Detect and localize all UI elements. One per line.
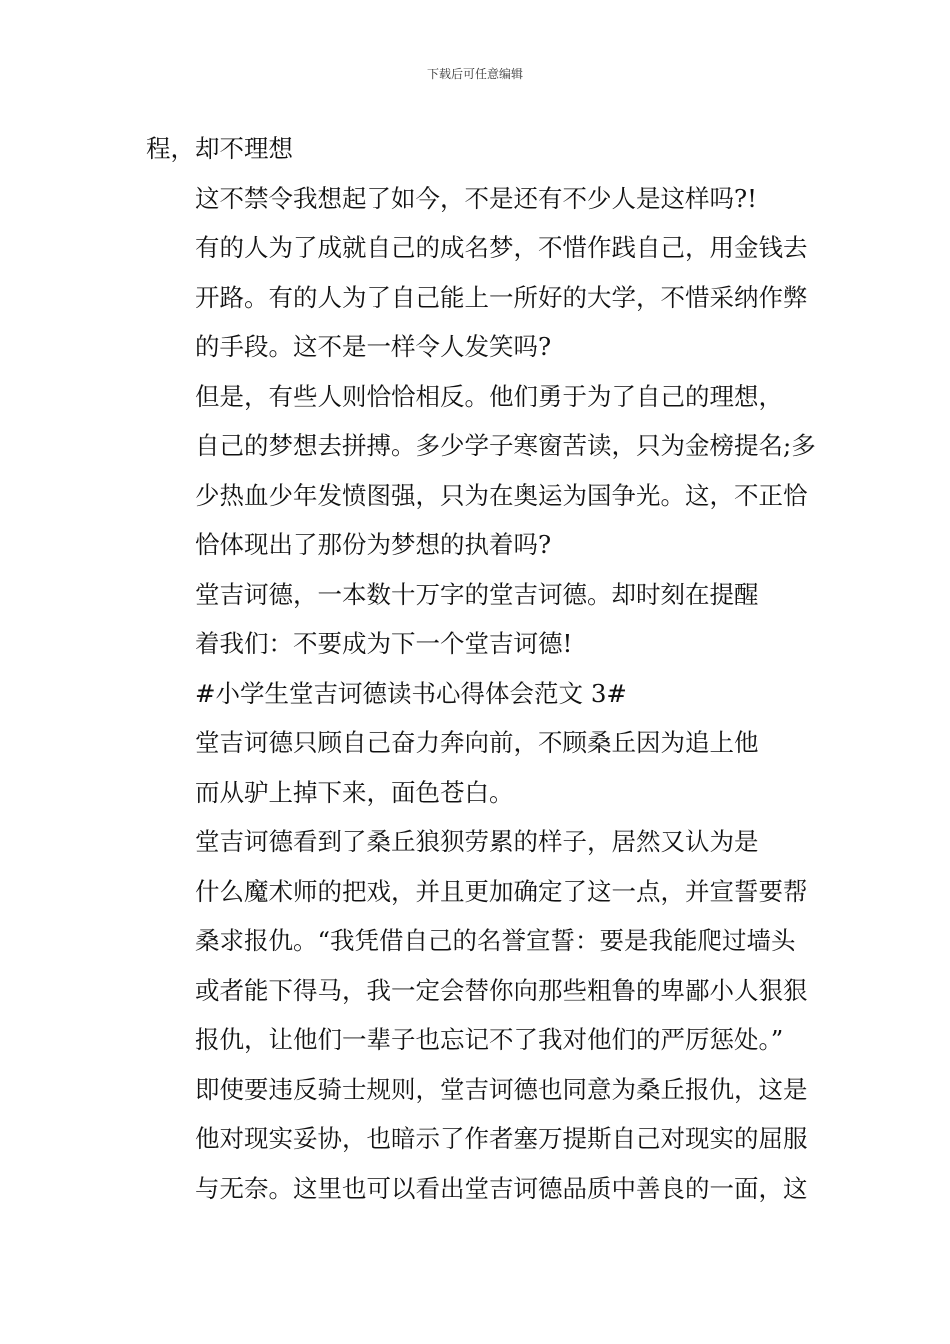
- text-line: 堂吉诃德看到了桑丘狼狈劳累的样子，居然又认为是: [195, 827, 759, 856]
- text-line: 程，却不理想: [146, 134, 293, 163]
- document-body: [146, 124, 816, 1213]
- paragraph: [146, 817, 810, 1213]
- text-line: 的手段。这不是一样令人发笑吗?: [195, 332, 552, 361]
- text-line: 这不禁令我想起了如今，不是还有不少人是这样吗?!: [195, 183, 757, 213]
- text-line: 他对现实妥协，也暗示了作者塞万提斯自己对现实的屈服: [195, 1124, 808, 1153]
- text-line: 恰体现出了那份为梦想的执着吗?: [195, 530, 552, 559]
- paragraph: [146, 570, 810, 669]
- paragraph: [146, 718, 810, 817]
- text-line: #小学生堂吉诃德读书心得体会范文 3#: [195, 678, 627, 708]
- text-line: 少热血少年发愤图强，只为在奥运为国争光。这，不正恰: [195, 480, 808, 510]
- text-line: 但是，有些人则恰恰相反。他们勇于为了自己的理想，: [195, 381, 783, 411]
- text-line: 自己的梦想去拼搏。多少学子寒窗苦读，只为金榜提名;多: [195, 431, 816, 460]
- paragraph: [146, 372, 816, 570]
- text-line: 开路。有的人为了自己能上一所好的大学，不惜采纳作弊: [195, 282, 808, 312]
- page-header: 下载后可任意编辑: [426, 67, 523, 81]
- text-line: 有的人为了成就自己的成名梦，不惜作践自己，用金钱去: [195, 233, 808, 262]
- paragraph: [146, 174, 810, 372]
- paragraph: [146, 124, 810, 174]
- text-line: 桑求报仇。“我凭借自己的名誉宣誓：要是我能爬过墙头: [195, 926, 796, 955]
- text-line: 堂吉诃德只顾自己奋力奔向前，不顾桑丘因为追上他: [195, 728, 759, 757]
- text-line: 着我们：不要成为下一个堂吉诃德!: [195, 629, 573, 658]
- paragraph: [146, 669, 810, 719]
- text-line: 什么魔术师的把戏，并且更加确定了这一点，并宣誓要帮: [195, 876, 808, 906]
- text-line: 报仇，让他们一辈子也忘记不了我对他们的严厉惩处。”: [195, 1025, 784, 1054]
- text-line: 而从驴上掉下来，面色苍白。: [195, 777, 514, 807]
- text-line: 堂吉诃德，一本数十万字的堂吉诃德。却时刻在提醒: [195, 579, 759, 609]
- text-line: 或者能下得马，我一定会替你向那些粗鲁的卑鄙小人狠狠: [195, 975, 808, 1005]
- text-line: 与无奈。这里也可以看出堂吉诃德品质中善良的一面，这: [195, 1173, 808, 1203]
- text-line: 即使要违反骑士规则，堂吉诃德也同意为桑丘报仇，这是: [195, 1074, 808, 1104]
